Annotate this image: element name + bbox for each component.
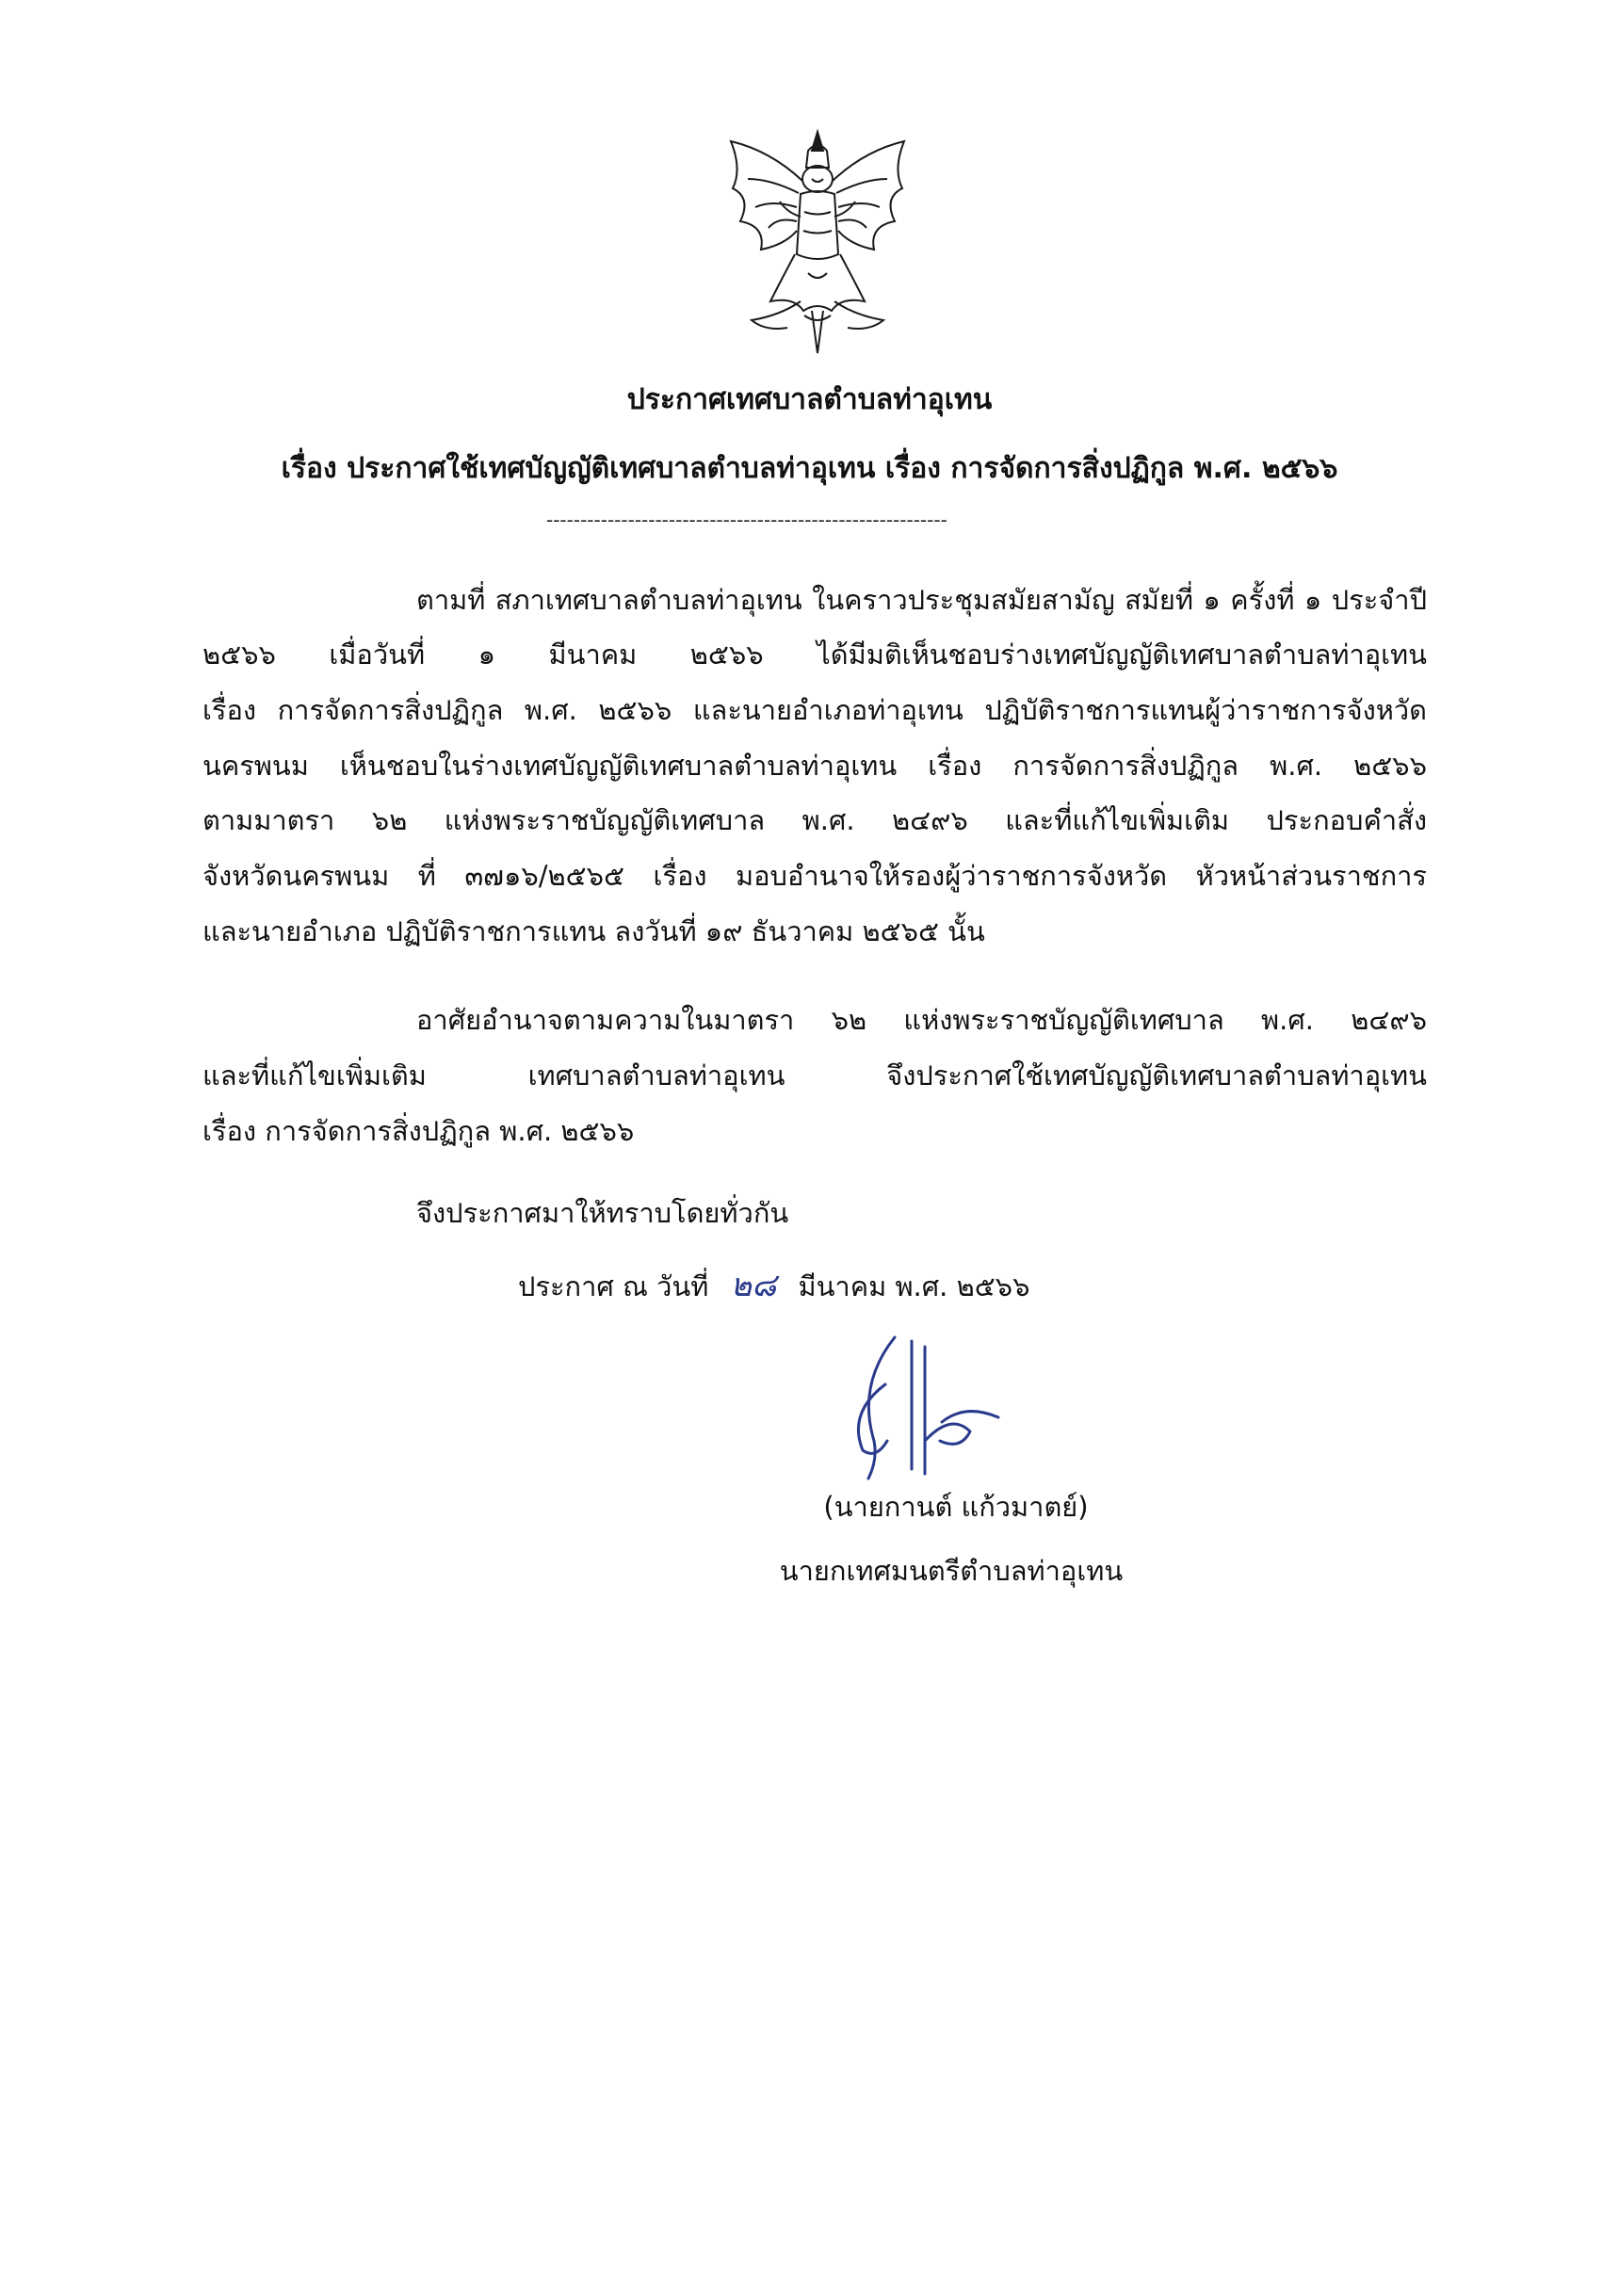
title-divider: ----------------------------------------------------------- [546,509,947,531]
paragraph-2-line: เรื่อง การจัดการสิ่งปฏิกูล พ.ศ. ๒๕๖๖ [202,1115,635,1147]
signatory-name: (นายกานต์ แก้วมาตย์) [823,1491,1089,1523]
garuda-emblem-icon [714,122,921,358]
closing-statement: จึงประกาศมาให้ทราบโดยทั่วกัน [416,1197,789,1229]
announcement-subject-title: เรื่อง ประกาศใช้เทศบัญญัติเทศบาลตำบลท่าอุเทน เรื่อง การจัดการสิ่งปฏิกูล พ.ศ. ๒๕๖๖ [281,452,1338,485]
paragraph-2-line: อาศัยอำนาจตามความในมาตรา ๖๒ แห่งพระราชบัญญัติเทศบาล พ.ศ. ๒๔๙๖ [416,1004,1427,1036]
handwritten-signature [819,1328,1045,1488]
paragraph-2-line: และที่แก้ไขเพิ่มเติม เทศบาลตำบลท่าอุเทน จึงประกาศใช้เทศบัญญัติเทศบาลตำบลท่าอุเทน [202,1059,1427,1091]
paragraph-1-line: จังหวัดนครพนม ที่ ๓๗๑๖/๒๕๖๕ เรื่อง มอบอำนาจให้รองผู้ว่าราชการจังหวัด หัวหน้าส่วนราชการ [202,860,1427,892]
handwritten-day: ๒๘ [730,1267,777,1304]
date-suffix: มีนาคม พ.ศ. ๒๕๖๖ [798,1270,1030,1302]
signatory-position: นายกเทศมนตรีตำบลท่าอุเทน [779,1555,1124,1587]
paragraph-1-line: ๒๕๖๖ เมื่อวันที่ ๑ มีนาคม ๒๕๖๖ ได้มีมติเห็นชอบร่างเทศบัญญัติเทศบาลตำบลท่าอุเทน [202,639,1427,671]
announcement-org-title: ประกาศเทศบาลตำบลท่าอุเทน [626,383,993,416]
announcement-date-line [518,1267,1030,1305]
paragraph-1-line: เรื่อง การจัดการสิ่งปฏิกูล พ.ศ. ๒๕๖๖ และนายอำเภอท่าอุเทน ปฏิบัติราชการแทนผู้ว่าราชการจังหวัด [202,694,1427,726]
paragraph-1-line: นครพนม เห็นชอบในร่างเทศบัญญัติเทศบาลตำบลท่าอุเทน เรื่อง การจัดการสิ่งปฏิกูล พ.ศ. ๒๕๖๖ [202,750,1427,782]
paragraph-1-line: ตามที่ สภาเทศบาลตำบลท่าอุเทน ในคราวประชุมสมัยสามัญ สมัยที่ ๑ ครั้งที่ ๑ ประจำปี [416,584,1427,616]
paragraph-1-line: ตามมาตรา ๖๒ แห่งพระราชบัญญัติเทศบาล พ.ศ. ๒๔๙๖ และที่แก้ไขเพิ่มเติม ประกอบคำสั่ง [202,804,1427,836]
date-prefix: ประกาศ ณ วันที่ [518,1270,709,1302]
paragraph-1-line: และนายอำเภอ ปฏิบัติราชการแทน ลงวันที่ ๑๙ ธันวาคม ๒๕๖๕ นั้น [202,915,985,947]
